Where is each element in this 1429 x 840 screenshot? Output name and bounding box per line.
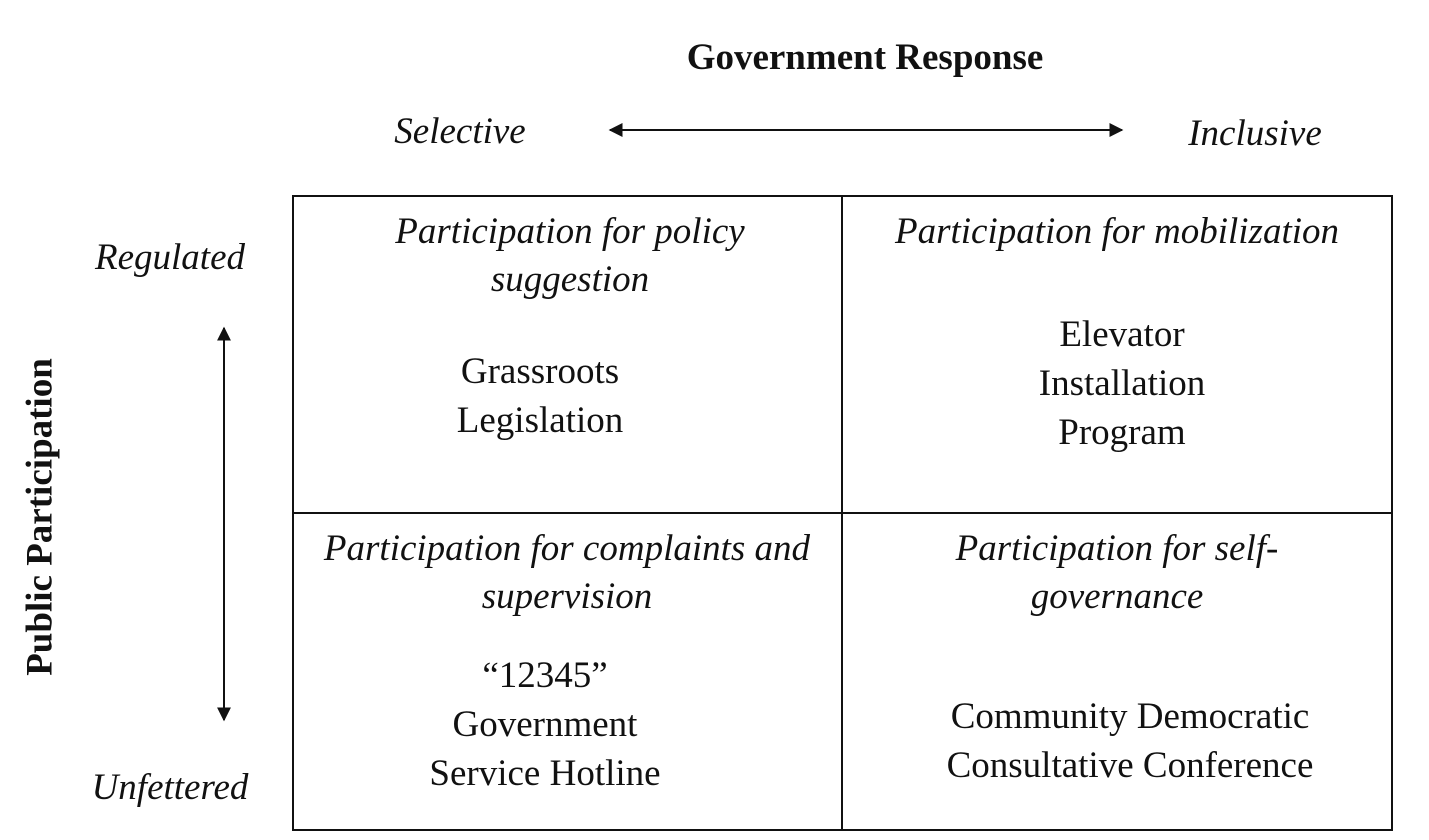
quadrant-top-left-heading: Participation for policy suggestion: [395, 211, 745, 300]
quadrant-bottom-left-example: “12345” Government Service Hotline: [429, 655, 661, 794]
quadrant-top-right-heading: Participation for mobilization: [894, 211, 1340, 252]
x-axis-right-label: Inclusive: [1188, 113, 1322, 154]
x-axis-title: Government Response: [686, 37, 1044, 78]
y-axis-title: Public Participation: [19, 358, 61, 676]
y-axis-bottom-label: Unfettered: [91, 767, 249, 808]
y-axis-top-label: Regulated: [94, 237, 245, 278]
x-axis-left-label: Selective: [394, 111, 526, 152]
quadrant-bottom-right-example: Community Democratic Consultative Conference: [946, 696, 1314, 786]
quadrant-bottom-right-heading: Participation for self-governance: [955, 528, 1279, 617]
quadrant-top-right-example: Elevator Installation Program: [1038, 314, 1206, 453]
grid-horizontal-divider: [292, 512, 1393, 514]
quadrant-bottom-left-heading: Participation for complaints and supervision: [323, 528, 811, 617]
quadrant-top-left-example: Grassroots Legislation: [456, 351, 624, 441]
